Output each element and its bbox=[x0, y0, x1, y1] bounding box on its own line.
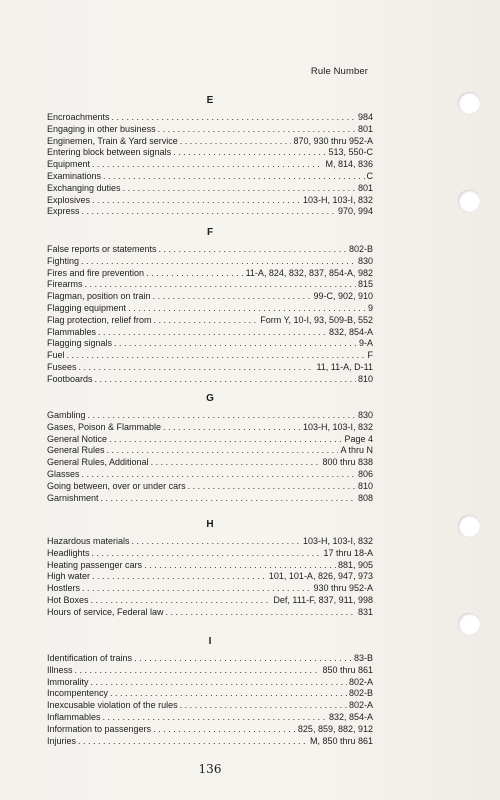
entry-rule-reference: 802-A bbox=[348, 676, 373, 687]
entry-rule-reference: 802-B bbox=[348, 244, 373, 254]
entry-rule-reference: Form Y, 10-I, 93, 509-B, 552 bbox=[260, 314, 373, 325]
section-e bbox=[47, 95, 373, 218]
entry-term: Identification of trains bbox=[47, 653, 133, 663]
binder-hole bbox=[458, 92, 480, 114]
index-entry bbox=[47, 374, 373, 386]
entry-term: Footboards bbox=[47, 373, 93, 384]
leader-dots bbox=[110, 688, 347, 700]
leader-dots bbox=[153, 291, 312, 303]
entry-term: Enginemen, Train & Yard service bbox=[47, 135, 178, 146]
leader-dots bbox=[146, 268, 244, 280]
section-letter: G bbox=[206, 393, 214, 404]
entry-term: Exchanging duties bbox=[47, 182, 121, 193]
leader-dots bbox=[112, 112, 356, 124]
leader-dots bbox=[151, 457, 321, 469]
entry-term: Hostlers bbox=[47, 583, 81, 594]
entry-rule-reference: M, 814, 836 bbox=[325, 159, 373, 170]
entry-term: Hot Boxes bbox=[47, 594, 89, 605]
entry-rule-reference: M, 850 thru 861 bbox=[309, 735, 373, 746]
index-entry bbox=[47, 724, 373, 736]
section-h bbox=[47, 519, 373, 619]
index-entry bbox=[47, 291, 373, 303]
leader-dots bbox=[75, 665, 321, 677]
leader-dots bbox=[92, 571, 267, 583]
leader-dots bbox=[82, 583, 311, 595]
entry-rule-reference: 808 bbox=[357, 492, 373, 503]
index-entry bbox=[47, 469, 373, 481]
entry-rule-reference: 802-A bbox=[348, 700, 373, 711]
entry-term: Gambling bbox=[47, 410, 86, 420]
entry-term: Flagging signals bbox=[47, 338, 113, 349]
index-entry bbox=[47, 422, 373, 434]
entry-term: Garnishment bbox=[47, 492, 99, 503]
leader-dots bbox=[81, 256, 356, 268]
leader-dots bbox=[78, 736, 308, 748]
index-entry bbox=[47, 607, 373, 619]
entry-term: Glasses bbox=[47, 468, 80, 479]
index-entry bbox=[47, 159, 373, 171]
leader-dots bbox=[163, 422, 301, 434]
leader-dots bbox=[92, 548, 322, 560]
leader-dots bbox=[188, 481, 356, 493]
page-number: 136 bbox=[198, 762, 222, 776]
entry-rule-reference: C bbox=[366, 170, 373, 181]
entry-term: Heating passenger cars bbox=[47, 559, 143, 570]
entry-term: Immorality bbox=[47, 676, 89, 687]
entry-rule-reference: 103-H, 103-I, 832 bbox=[302, 194, 373, 205]
entry-rule-reference: Page 4 bbox=[344, 433, 373, 444]
leader-dots bbox=[153, 724, 296, 736]
leader-dots bbox=[154, 315, 259, 327]
index-entry bbox=[47, 560, 373, 572]
entry-term: General Notice bbox=[47, 433, 108, 444]
entry-term: Fusees bbox=[47, 361, 77, 372]
index-entry bbox=[47, 112, 373, 124]
entry-term: Fighting bbox=[47, 255, 80, 266]
binder-hole bbox=[458, 190, 480, 212]
entry-rule-reference: 810 bbox=[357, 373, 373, 384]
index-entry bbox=[47, 183, 373, 195]
leader-dots bbox=[107, 445, 339, 457]
index-entry bbox=[47, 595, 373, 607]
entry-term: Flag protection, relief from bbox=[47, 314, 152, 325]
entry-rule-reference: 815 bbox=[357, 279, 373, 290]
entry-rule-reference: 99-C, 902, 910 bbox=[313, 291, 373, 302]
binder-hole bbox=[458, 613, 480, 635]
section-letter: F bbox=[206, 227, 214, 238]
index-entry bbox=[47, 315, 373, 327]
entry-term: General Rules bbox=[47, 445, 105, 456]
index-entry bbox=[47, 136, 373, 148]
index-entry bbox=[47, 279, 373, 291]
index-entry bbox=[47, 195, 373, 207]
leader-dots bbox=[95, 374, 356, 386]
index-entry bbox=[47, 338, 373, 350]
entry-term: Flagging equipment bbox=[47, 302, 127, 313]
entry-rule-reference: 9 bbox=[367, 302, 373, 313]
entry-rule-reference: 832, 854-A bbox=[328, 711, 373, 722]
index-entry bbox=[47, 303, 373, 315]
entry-rule-reference: 83-B bbox=[353, 653, 373, 663]
index-entry bbox=[47, 362, 373, 374]
section-f bbox=[47, 227, 373, 386]
entry-term: Express bbox=[47, 206, 80, 217]
entry-rule-reference: 103-H, 103-I, 832 bbox=[302, 421, 373, 432]
index-entry bbox=[47, 736, 373, 748]
entry-term: Firearms bbox=[47, 279, 83, 290]
leader-dots bbox=[159, 244, 347, 256]
section-i bbox=[47, 636, 373, 747]
binder-hole bbox=[458, 515, 480, 537]
entry-rule-reference: 930 thru 952-A bbox=[313, 583, 373, 594]
leader-dots bbox=[79, 362, 315, 374]
index-entry bbox=[47, 688, 373, 700]
entry-term: Going between, over or under cars bbox=[47, 480, 186, 491]
entry-term: Injuries bbox=[47, 735, 77, 746]
entry-term: Examinations bbox=[47, 170, 102, 181]
rule-number-header: Rule Number bbox=[310, 66, 368, 77]
index-entry bbox=[47, 493, 373, 505]
section-letter: E bbox=[206, 95, 214, 106]
leader-dots bbox=[91, 595, 272, 607]
entry-rule-reference: 101, 101-A, 826, 947, 973 bbox=[268, 571, 373, 582]
entry-term: Explosives bbox=[47, 194, 91, 205]
leader-dots bbox=[101, 493, 356, 505]
entry-term: Fuel bbox=[47, 350, 65, 361]
entry-term: Entering block between signals bbox=[47, 147, 172, 158]
section-letter: I bbox=[208, 636, 212, 647]
entry-rule-reference: 103-H, 103-I, 832 bbox=[302, 536, 373, 546]
index-entry bbox=[47, 434, 373, 446]
entry-term: Inflammables bbox=[47, 711, 101, 722]
leader-dots bbox=[158, 124, 356, 136]
index-entry bbox=[47, 536, 373, 548]
entry-rule-reference: 830 bbox=[357, 255, 373, 266]
entry-term: Fires and fire prevention bbox=[47, 267, 145, 278]
entry-term: False reports or statements bbox=[47, 244, 157, 254]
index-entry bbox=[47, 481, 373, 493]
entry-rule-reference: 801 bbox=[357, 123, 373, 134]
section-letter: H bbox=[206, 519, 214, 530]
entry-term: Hazardous materials bbox=[47, 536, 130, 546]
index-entry bbox=[47, 268, 373, 280]
entry-term: Flagman, position on train bbox=[47, 291, 151, 302]
index-entry bbox=[47, 571, 373, 583]
index-entry bbox=[47, 665, 373, 677]
index-entry bbox=[47, 583, 373, 595]
entry-term: Information to passengers bbox=[47, 723, 152, 734]
entry-term: Incompentency bbox=[47, 688, 109, 699]
entry-rule-reference: 984 bbox=[357, 112, 373, 122]
entry-term: Hours of service, Federal law bbox=[47, 606, 164, 617]
leader-dots bbox=[166, 607, 356, 619]
entry-rule-reference: 801 bbox=[357, 182, 373, 193]
entry-rule-reference: 800 thru 838 bbox=[322, 457, 373, 468]
entry-term: Flammables bbox=[47, 326, 97, 337]
index-entry bbox=[47, 457, 373, 469]
entry-rule-reference: 850 thru 861 bbox=[322, 664, 373, 675]
index-entry bbox=[47, 350, 373, 362]
entry-rule-reference: 11, 11-A, D-11 bbox=[316, 361, 373, 372]
entry-term: Engaging in other business bbox=[47, 123, 156, 134]
index-entry bbox=[47, 171, 373, 183]
index-entry bbox=[47, 712, 373, 724]
leader-dots bbox=[144, 560, 336, 572]
entry-rule-reference: 832, 854-A bbox=[328, 326, 373, 337]
index-entry bbox=[47, 653, 373, 665]
index-entry bbox=[47, 124, 373, 136]
entry-rule-reference: A thru N bbox=[340, 445, 373, 456]
entry-rule-reference: 831 bbox=[357, 606, 373, 617]
leader-dots bbox=[88, 410, 356, 422]
leader-dots bbox=[103, 171, 364, 183]
leader-dots bbox=[180, 136, 292, 148]
entry-rule-reference: 806 bbox=[357, 468, 373, 479]
entry-term: General Rules, Additional bbox=[47, 457, 149, 468]
leader-dots bbox=[114, 338, 357, 350]
entry-rule-reference: 810 bbox=[357, 480, 373, 491]
entry-rule-reference: 513, 550-C bbox=[328, 147, 373, 158]
entry-rule-reference: 9-A bbox=[358, 338, 373, 349]
entry-rule-reference: 970, 994 bbox=[337, 206, 373, 217]
index-entry bbox=[47, 206, 373, 218]
entry-term: Headlights bbox=[47, 547, 90, 558]
leader-dots bbox=[132, 536, 301, 548]
leader-dots bbox=[92, 159, 323, 171]
entry-rule-reference: 825, 859, 882, 912 bbox=[297, 723, 373, 734]
leader-dots bbox=[67, 350, 366, 362]
entry-term: Gases, Poison & Flammable bbox=[47, 421, 162, 432]
index-entry bbox=[47, 700, 373, 712]
entry-term: Encroachments bbox=[47, 112, 110, 122]
index-entry bbox=[47, 445, 373, 457]
leader-dots bbox=[103, 712, 327, 724]
leader-dots bbox=[123, 183, 356, 195]
entry-term: Inexcusable violation of the rules bbox=[47, 700, 178, 711]
leader-dots bbox=[82, 206, 336, 218]
leader-dots bbox=[173, 147, 326, 159]
index-entry bbox=[47, 410, 373, 422]
entry-rule-reference: 830 bbox=[357, 410, 373, 420]
leader-dots bbox=[85, 279, 356, 291]
entry-rule-reference: F bbox=[367, 350, 373, 361]
leader-dots bbox=[134, 653, 352, 665]
entry-rule-reference: 17 thru 18-A bbox=[323, 547, 373, 558]
leader-dots bbox=[92, 195, 301, 207]
section-g bbox=[47, 393, 373, 504]
entry-rule-reference: 11-A, 824, 832, 837, 854-A, 982 bbox=[245, 267, 373, 278]
leader-dots bbox=[98, 327, 327, 339]
entry-term: Illness bbox=[47, 664, 73, 675]
entry-term: Equipment bbox=[47, 159, 91, 170]
entry-rule-reference: 870, 930 thru 952-A bbox=[293, 135, 373, 146]
leader-dots bbox=[109, 434, 342, 446]
index-entry bbox=[47, 327, 373, 339]
entry-rule-reference: 881, 905 bbox=[337, 559, 373, 570]
index-entry bbox=[47, 147, 373, 159]
index-entry bbox=[47, 244, 373, 256]
leader-dots bbox=[82, 469, 356, 481]
index-entry bbox=[47, 256, 373, 268]
entry-rule-reference: 802-B bbox=[348, 688, 373, 699]
index-entry bbox=[47, 548, 373, 560]
leader-dots bbox=[128, 303, 366, 315]
entry-rule-reference: Def, 111-F, 837, 911, 998 bbox=[273, 594, 373, 605]
index-entry bbox=[47, 677, 373, 689]
entry-term: High water bbox=[47, 571, 91, 582]
leader-dots bbox=[91, 677, 347, 689]
leader-dots bbox=[180, 700, 347, 712]
